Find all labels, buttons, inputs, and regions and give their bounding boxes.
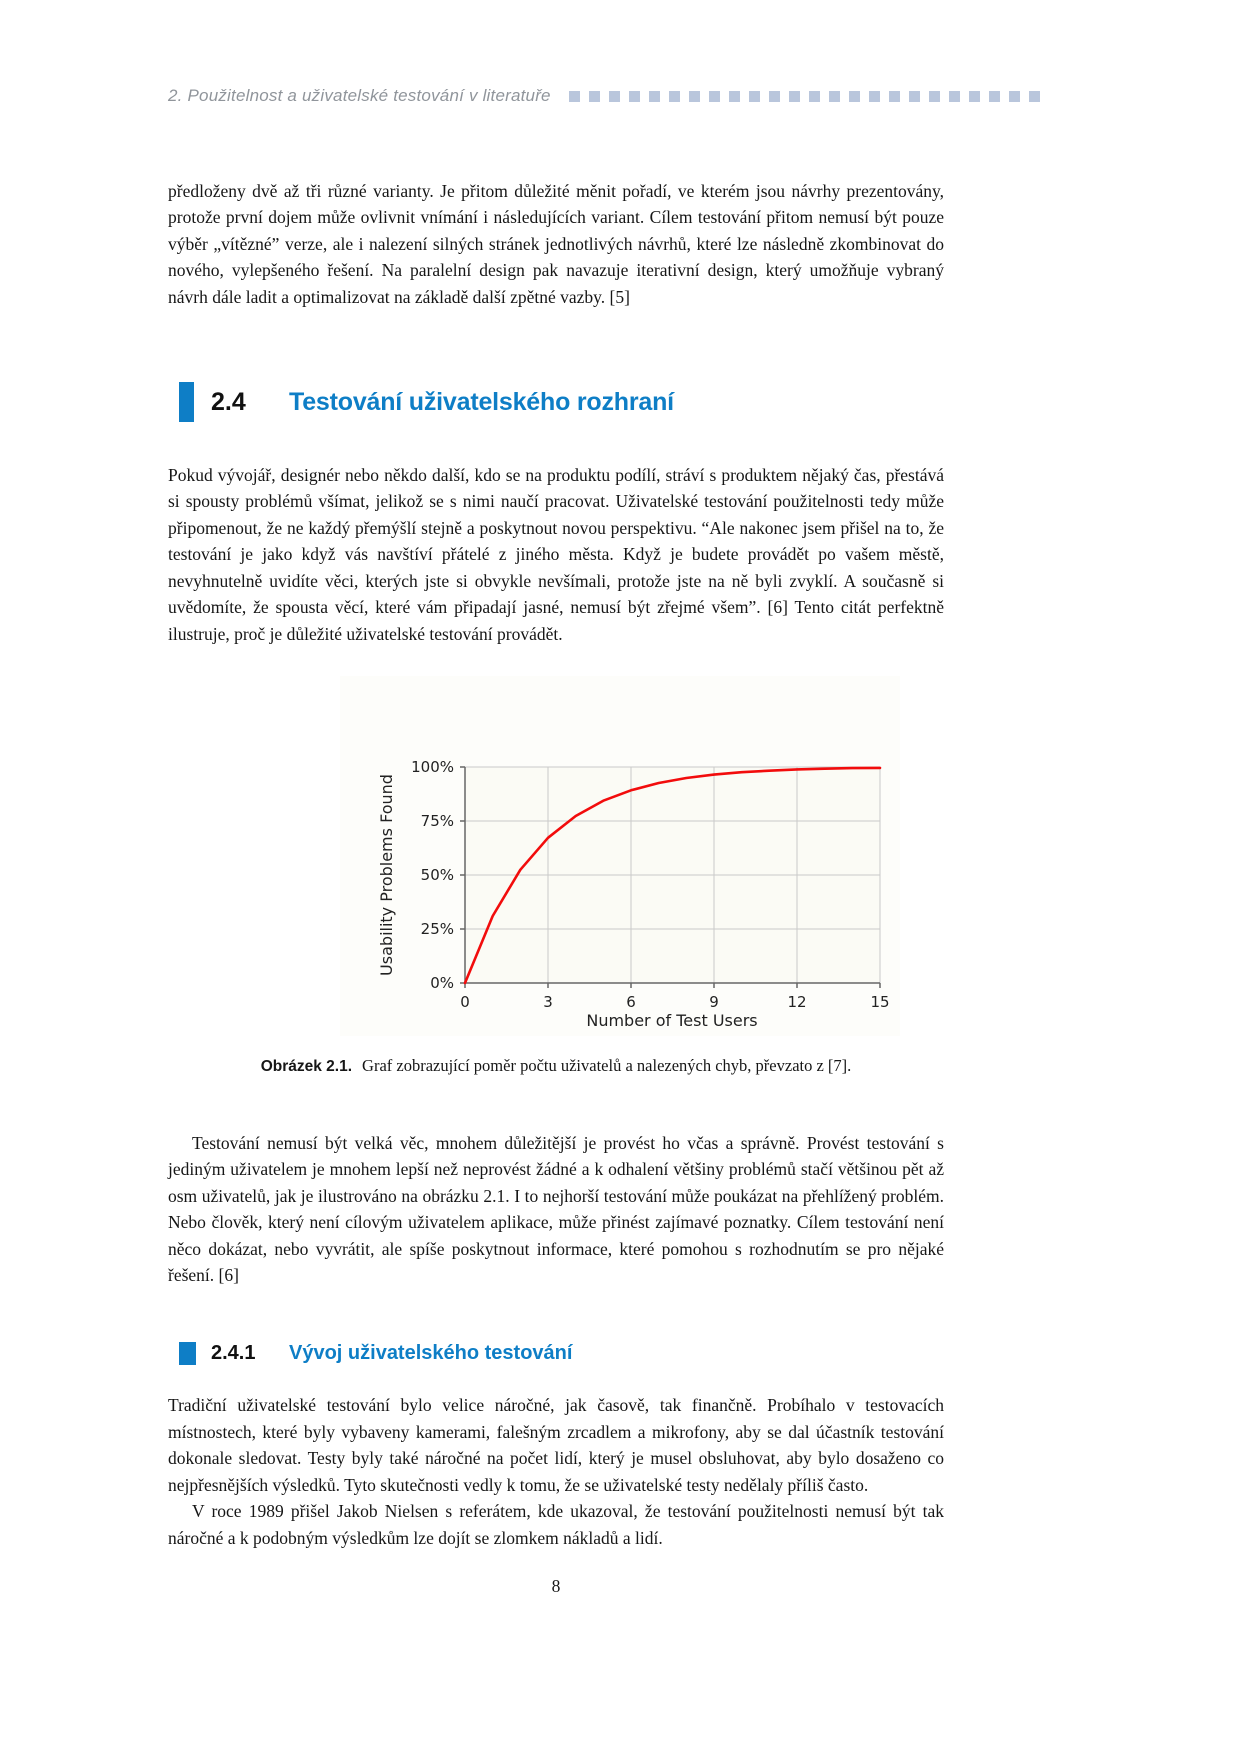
y-tick-label: 25% [420, 920, 454, 938]
header-dot-square [689, 91, 700, 102]
header-dot-square [829, 91, 840, 102]
chart-xlabel: Number of Test Users [586, 1011, 758, 1030]
paragraph-block-history [168, 1392, 944, 1551]
subsection-title: Vývoj uživatelského testování [289, 1342, 573, 1364]
paragraph-testing-intro: Pokud vývojář, designér nebo někdo další, kdo se na produktu podílí, stráví s produktem nějaký čas, přestává si spousty problémů všímat, jelikož se s nimi naučí pracovat. Uživatelské testování použitelnosti tedy může připomenout, že ne každý přemýšlí stejně a poskytnout novou perspektivu. “Ale nakonec jsem přišel na to, že testování je jako když vás navštíví přátelé z jiného města. Když je budete provádět po vašem městě, nevyhnutelně uvidíte věci, kterých jste si obvykle nevšímali, protože jste na ně byli zvyklí. A současně si uvědomíte, že spousta věcí, které vám připadají jasné, nemusí být zřejmé všem”. [6] Tento citát perfektně ilustruje, proč je důležité uživatelské testování provádět. [168, 464, 944, 644]
header-dot-square [909, 91, 920, 102]
section-marker-bar [179, 382, 194, 422]
y-tick-label: 0% [430, 974, 454, 992]
x-tick-label: 6 [626, 993, 636, 1011]
y-tick-label: 75% [420, 812, 454, 830]
header-dot-square [1009, 91, 1020, 102]
page-number: 8 [551, 1576, 561, 1596]
header-dot-square [809, 91, 820, 102]
paragraph-parallel-design: předloženy dvě až tři různé varianty. Je přitom důležité měnit pořadí, ve kterém jsou návrhy prezentovány, protože první dojem může ovlivnit vnímání i následujících variant. Cílem testování přitom nemusí být pouze výběr „vítězné” verze, ale i nalezení silných stránek jednotlivých návrhů, které lze následně zkombinovat do nového, vylepšeného řešení. Na paralelní design pak navazuje iterativní design, který umožňuje vybraný návrh dále ladit a optimalizovat na základě další zpětné vazby. [5] [168, 180, 944, 307]
header-dot-square [649, 91, 660, 102]
header-dot-square [889, 91, 900, 102]
running-header [168, 86, 1112, 106]
header-dot-square [749, 91, 760, 102]
header-dot-square [609, 91, 620, 102]
figure-caption-label: Obrázek 2.1. [260, 1058, 353, 1075]
figure-caption [168, 1056, 944, 1076]
figure-2-1 [340, 676, 900, 1036]
chart-y-ticks [411, 758, 454, 992]
subsection-heading-2-4-1 [179, 1342, 572, 1365]
header-dot-square [589, 91, 600, 102]
usability-chart [340, 676, 900, 1036]
subsection-number: 2.4.1 [211, 1342, 256, 1364]
header-dot-square [849, 91, 860, 102]
header-dot-square [789, 91, 800, 102]
section-number: 2.4 [211, 387, 246, 416]
header-dot-square [969, 91, 980, 102]
y-tick-label: 100% [411, 758, 454, 776]
section-title: Testování uživatelského rozhraní [289, 387, 674, 416]
paragraph-testing-value: Testování nemusí být velká věc, mnohem důležitější je provést ho včas a správně. Provést testování s jediným uživatelem je mnohem lepší než neprovést žádné a k odhalení většiny problémů stačí většinou pět až osm uživatelů, jak je ilustrováno na obrázku 2.1. I to nejhorší testování může poukázat na přehlížený problém. Nebo člověk, který není cílovým uživatelem aplikace, může přinést zajímavé poznatky. Cílem testování není něco dokázat, nebo vyvrátit, ale spíše poskytnout informace, které pomohou s rozhodnutím se pro nějaké řešení. [6] [168, 1132, 944, 1285]
header-dots [569, 91, 1040, 102]
header-dot-square [709, 91, 720, 102]
header-dot-square [729, 91, 740, 102]
subsection-marker-square [179, 1342, 196, 1365]
x-tick-label: 0 [460, 993, 470, 1011]
x-tick-label: 3 [543, 993, 553, 1011]
header-dot-square [769, 91, 780, 102]
chart-x-ticks [460, 993, 889, 1011]
header-dot-square [989, 91, 1000, 102]
header-dot-square [629, 91, 640, 102]
figure-caption-text: Graf zobrazující poměr počtu uživatelů a nalezených chyb, převzato z [7]. [362, 1056, 852, 1075]
header-dot-square [1029, 91, 1040, 102]
chart-ylabel: Usability Problems Found [377, 774, 396, 976]
x-tick-label: 15 [870, 993, 890, 1011]
header-dot-square [929, 91, 940, 102]
running-header-title: 2. Použitelnost a uživatelské testování v literatuře [168, 86, 551, 105]
paragraph-traditional-testing: Tradiční uživatelské testování bylo velice náročné, jak časově, tak finančně. Probíhalo v testovacích místnostech, které byly vybaveny kamerami, falešným zrcadlem a mikrofony, aby se dal účastník testování dokonale sledovat. Testy byly také náročné na počet lidí, který je musel obsluhovat, aby bylo dosaženo co nejpřesnějších výsledků. Tyto skutečnosti vedly k tomu, že se uživatelské testy nedělaly příliš často. [168, 1395, 944, 1495]
y-tick-label: 50% [420, 866, 454, 884]
header-dot-square [569, 91, 580, 102]
x-tick-label: 9 [709, 993, 719, 1011]
section-heading-2-4 [179, 382, 674, 422]
x-tick-label: 12 [787, 993, 807, 1011]
header-dot-square [949, 91, 960, 102]
header-dot-square [669, 91, 680, 102]
header-dot-square [869, 91, 880, 102]
paragraph-nielsen-1989: V roce 1989 přišel Jakob Nielsen s referátem, kde ukazoval, že testování použitelnosti nemusí být tak náročné a k podobným výsledkům lze dojít se zlomkem nákladů a lidí. [168, 1501, 944, 1548]
